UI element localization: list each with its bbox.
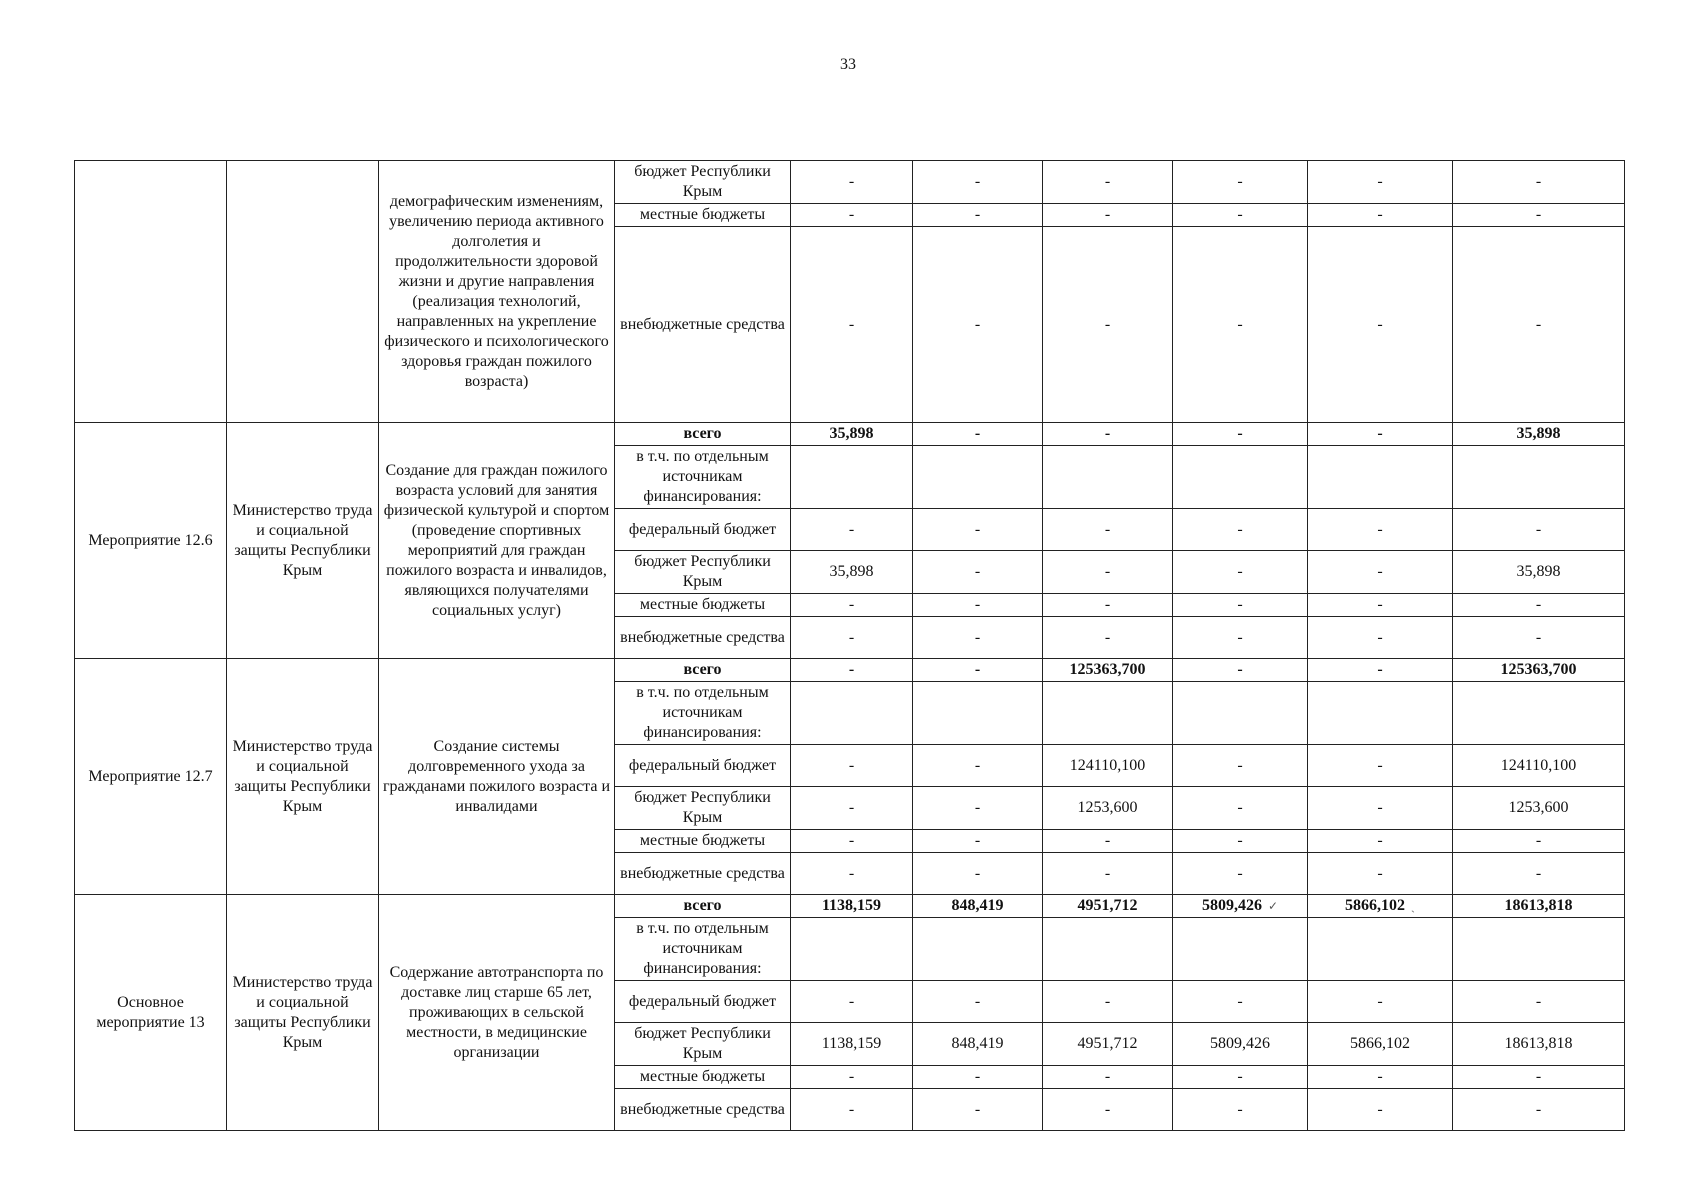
measure-description: Содержание автотранспорта по доставке лиц старше 65 лет, проживающих в сельской местности, в медицинские организации xyxy=(379,895,615,1131)
value-cell: - xyxy=(1308,853,1453,895)
measure-description: Создание для граждан пожилого возраста условий для занятия физической культурой и спортом (проведение спортивных мероприятий для граждан пожилого возраста и инвалидов, являющихся получателями социальных услуг) xyxy=(379,423,615,659)
value-cell: - xyxy=(1173,617,1308,659)
value-cell: - xyxy=(913,594,1043,617)
value-cell: - xyxy=(1453,509,1625,551)
check-mark-icon: ✓ xyxy=(1267,899,1279,913)
source-label: бюджет Республики Крым xyxy=(615,551,791,594)
value-cell: 18613,818 xyxy=(1453,1023,1625,1066)
value-cell: - xyxy=(1453,161,1625,204)
value-cell: - xyxy=(1173,423,1308,446)
value-cell: 1138,159 xyxy=(791,895,913,918)
value-cell: - xyxy=(1043,1089,1173,1131)
measure-executor: Министерство труда и социальной защиты Республики Крым xyxy=(227,659,379,895)
value-cell: - xyxy=(1043,981,1173,1023)
value-cell: - xyxy=(1453,1089,1625,1131)
value-cell: - xyxy=(1043,617,1173,659)
empty-cell xyxy=(791,918,913,981)
empty-cell xyxy=(1453,918,1625,981)
value-cell: - xyxy=(913,227,1043,423)
value-cell: - xyxy=(1308,1066,1453,1089)
value-cell: - xyxy=(913,509,1043,551)
source-label: внебюджетные средства xyxy=(615,227,791,423)
value-cell: - xyxy=(1173,659,1308,682)
value-cell: - xyxy=(1043,853,1173,895)
measure-name: Мероприятие 12.7 xyxy=(75,659,227,895)
value-cell: - xyxy=(913,204,1043,227)
empty-cell xyxy=(1308,682,1453,745)
measure-name-cell xyxy=(75,161,227,423)
value-cell: 125363,700 xyxy=(1453,659,1625,682)
value-cell: - xyxy=(1453,204,1625,227)
value-cell: - xyxy=(791,204,913,227)
value-cell: - xyxy=(1453,853,1625,895)
value-cell: - xyxy=(1453,594,1625,617)
value-cell: - xyxy=(1453,227,1625,423)
value-cell: - xyxy=(1453,830,1625,853)
value-cell: - xyxy=(1173,227,1308,423)
value-cell: - xyxy=(791,981,913,1023)
value-cell: 124110,100 xyxy=(1043,745,1173,787)
total-label: всего xyxy=(615,659,791,682)
value-cell: - xyxy=(1043,227,1173,423)
table-row xyxy=(75,161,1625,204)
value-cell: - xyxy=(1308,161,1453,204)
value-cell: - xyxy=(1308,423,1453,446)
value-cell: - xyxy=(1308,551,1453,594)
value-cell: - xyxy=(1308,617,1453,659)
executor-cell xyxy=(227,161,379,423)
value-cell: - xyxy=(1308,509,1453,551)
value-cell: - xyxy=(791,853,913,895)
value-cell: 18613,818 xyxy=(1453,895,1625,918)
source-label: бюджет Республики Крым xyxy=(615,787,791,830)
value-cell: - xyxy=(913,659,1043,682)
empty-cell xyxy=(1043,446,1173,509)
subheader-label: в т.ч. по отдельным источникам финансирования: xyxy=(615,446,791,509)
value-cell: - xyxy=(791,787,913,830)
value-cell: - xyxy=(1308,659,1453,682)
value-cell: - xyxy=(1308,981,1453,1023)
measure-executor: Министерство труда и социальной защиты Республики Крым xyxy=(227,895,379,1131)
source-label: местные бюджеты xyxy=(615,204,791,227)
empty-cell xyxy=(1173,682,1308,745)
value-cell: 35,898 xyxy=(791,551,913,594)
source-label: местные бюджеты xyxy=(615,830,791,853)
value-cell: - xyxy=(791,594,913,617)
value-cell: - xyxy=(913,830,1043,853)
value-cell: - xyxy=(913,551,1043,594)
value-cell: - xyxy=(1043,830,1173,853)
value-cell: 125363,700 xyxy=(1043,659,1173,682)
empty-cell xyxy=(913,446,1043,509)
value-cell: - xyxy=(1453,617,1625,659)
value-cell: - xyxy=(913,745,1043,787)
source-label: бюджет Республики Крым xyxy=(615,161,791,204)
value-cell: - xyxy=(913,617,1043,659)
page-number: 33 xyxy=(840,56,856,73)
value-cell: 848,419 xyxy=(913,1023,1043,1066)
source-label: внебюджетные средства xyxy=(615,853,791,895)
value-cell: - xyxy=(1173,981,1308,1023)
empty-cell xyxy=(1308,918,1453,981)
value-cell: - xyxy=(913,161,1043,204)
value-cell: - xyxy=(1173,1066,1308,1089)
empty-cell xyxy=(1453,682,1625,745)
value-cell: 4951,712 xyxy=(1043,895,1173,918)
value-cell: 35,898 xyxy=(1453,551,1625,594)
value-text: 5866,102 xyxy=(1345,897,1405,914)
source-label: бюджет Республики Крым xyxy=(615,1023,791,1066)
value-cell: - xyxy=(791,617,913,659)
empty-cell xyxy=(1043,682,1173,745)
value-cell: - xyxy=(1308,745,1453,787)
value-cell: - xyxy=(913,853,1043,895)
value-cell: - xyxy=(791,745,913,787)
value-cell: - xyxy=(1043,204,1173,227)
value-cell: 35,898 xyxy=(1453,423,1625,446)
value-cell: - xyxy=(1173,745,1308,787)
table-row xyxy=(75,895,1625,918)
value-cell: - xyxy=(1308,227,1453,423)
value-cell xyxy=(1173,895,1308,918)
value-cell: - xyxy=(913,423,1043,446)
value-cell: - xyxy=(791,659,913,682)
source-label: внебюджетные средства xyxy=(615,1089,791,1131)
tick-mark-icon: ˎ xyxy=(1411,899,1415,913)
value-cell: 4951,712 xyxy=(1043,1023,1173,1066)
empty-cell xyxy=(1173,918,1308,981)
total-label: всего xyxy=(615,423,791,446)
value-cell: - xyxy=(1173,787,1308,830)
empty-cell xyxy=(913,918,1043,981)
value-cell: - xyxy=(1173,204,1308,227)
measure-description: демографическим изменениям, увеличению периода активного долголетия и продолжительности здоровой жизни и другие направления (реализация технологий, направленных на укрепление физического и психологического здоровья граждан пожилого возраста) xyxy=(379,161,615,423)
empty-cell xyxy=(791,682,913,745)
value-cell: - xyxy=(791,1089,913,1131)
measure-executor: Министерство труда и социальной защиты Республики Крым xyxy=(227,423,379,659)
source-label: федеральный бюджет xyxy=(615,745,791,787)
value-cell: - xyxy=(1043,594,1173,617)
value-cell: - xyxy=(1308,1089,1453,1131)
measure-description: Создание системы долговременного ухода за гражданами пожилого возраста и инвалидами xyxy=(379,659,615,895)
source-label: федеральный бюджет xyxy=(615,509,791,551)
value-cell: - xyxy=(1308,204,1453,227)
value-cell: 1253,600 xyxy=(1453,787,1625,830)
value-cell: - xyxy=(1308,830,1453,853)
value-cell: - xyxy=(1173,1089,1308,1131)
value-cell: - xyxy=(791,161,913,204)
source-label: внебюджетные средства xyxy=(615,617,791,659)
value-cell: - xyxy=(913,787,1043,830)
value-cell: - xyxy=(1173,551,1308,594)
empty-cell xyxy=(1043,918,1173,981)
value-cell: 5809,426 xyxy=(1173,1023,1308,1066)
value-cell: - xyxy=(1043,423,1173,446)
source-label: местные бюджеты xyxy=(615,594,791,617)
value-cell: - xyxy=(1173,594,1308,617)
measure-name: Мероприятие 12.6 xyxy=(75,423,227,659)
value-cell: - xyxy=(1043,1066,1173,1089)
value-cell: - xyxy=(791,509,913,551)
empty-cell xyxy=(1453,446,1625,509)
value-cell: - xyxy=(913,1066,1043,1089)
value-cell: - xyxy=(1173,853,1308,895)
value-cell xyxy=(1308,895,1453,918)
value-cell: - xyxy=(791,227,913,423)
value-cell: - xyxy=(1453,1066,1625,1089)
table-row xyxy=(75,659,1625,682)
subheader-label: в т.ч. по отдельным источникам финансирования: xyxy=(615,682,791,745)
subheader-label: в т.ч. по отдельным источникам финансирования: xyxy=(615,918,791,981)
value-cell: - xyxy=(1043,509,1173,551)
empty-cell xyxy=(1173,446,1308,509)
empty-cell xyxy=(1308,446,1453,509)
value-cell: 1253,600 xyxy=(1043,787,1173,830)
measure-name: Основное мероприятие 13 xyxy=(75,895,227,1131)
value-cell: - xyxy=(1173,509,1308,551)
value-cell: - xyxy=(1308,594,1453,617)
empty-cell xyxy=(913,682,1043,745)
value-text: 5809,426 xyxy=(1201,897,1262,914)
total-label: всего xyxy=(615,895,791,918)
value-cell: 848,419 xyxy=(913,895,1043,918)
source-label: федеральный бюджет xyxy=(615,981,791,1023)
value-cell: - xyxy=(1043,551,1173,594)
empty-cell xyxy=(791,446,913,509)
budget-table xyxy=(74,160,1625,1131)
table-row xyxy=(75,423,1625,446)
value-cell: - xyxy=(1308,787,1453,830)
value-cell: 35,898 xyxy=(791,423,913,446)
value-cell: - xyxy=(791,1066,913,1089)
value-cell: 124110,100 xyxy=(1453,745,1625,787)
value-cell: - xyxy=(791,830,913,853)
value-cell: - xyxy=(1453,981,1625,1023)
value-cell: 1138,159 xyxy=(791,1023,913,1066)
value-cell: - xyxy=(913,981,1043,1023)
value-cell: 5866,102 xyxy=(1308,1023,1453,1066)
value-cell: - xyxy=(1173,161,1308,204)
value-cell: - xyxy=(1043,161,1173,204)
value-cell: - xyxy=(1173,830,1308,853)
value-cell: - xyxy=(913,1089,1043,1131)
source-label: местные бюджеты xyxy=(615,1066,791,1089)
